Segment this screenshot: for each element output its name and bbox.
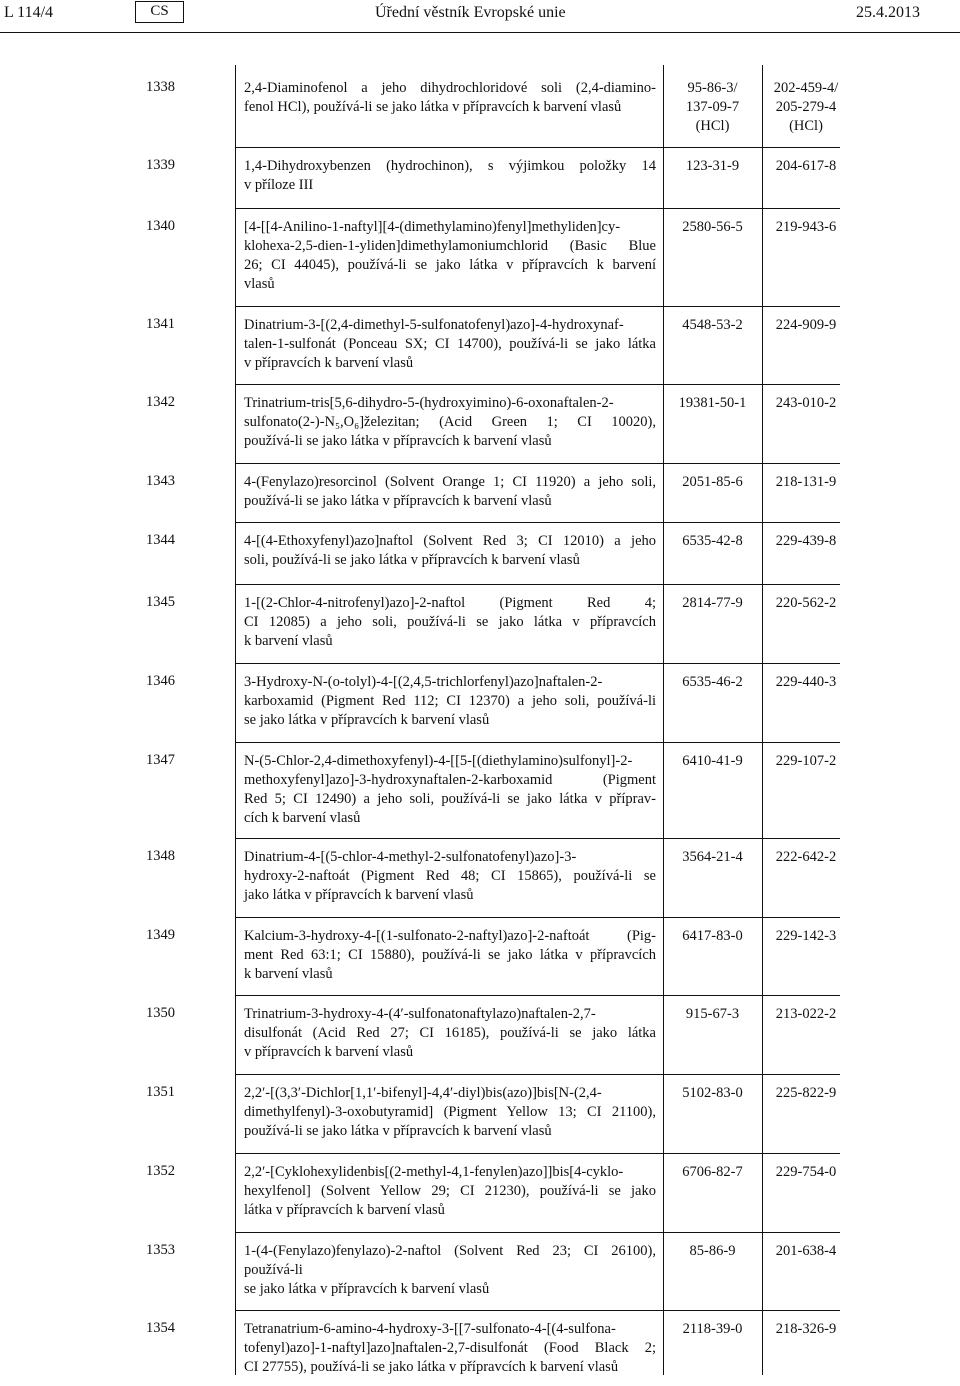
cas-number-line: 85-86-9 bbox=[689, 1243, 736, 1259]
column-divider bbox=[235, 65, 236, 1375]
cas-number-line: 2580-56-5 bbox=[682, 219, 743, 235]
substance-name-line: Dinatrium-4-[(5-chlor-4-methyl-2-sulfonatofenyl)azo]-3- bbox=[244, 849, 577, 865]
row-separator bbox=[235, 147, 840, 148]
language-badge: CS bbox=[135, 1, 184, 23]
ec-number bbox=[762, 218, 850, 237]
cas-number-line: 2051-85-6 bbox=[682, 474, 743, 490]
substance-name bbox=[244, 673, 656, 730]
cas-number bbox=[663, 79, 762, 136]
substance-name-line: používá-li se jako látka v přípravcích k barvení vlasů bbox=[244, 1123, 552, 1139]
substance-name-line: 2,2′-[(3,3′-Dichlor[1,1′-bifenyl]-4,4′-diyl)bis(azo)]bis[N-(2,4- bbox=[244, 1085, 602, 1101]
substance-name-line: v přípravcích k barvení vlasů bbox=[244, 1044, 414, 1060]
substance-name-line: v přípravcích k barvení vlasů bbox=[244, 355, 414, 371]
ec-number bbox=[762, 594, 850, 613]
substance-name-line: Kalcium-3-hydroxy-4-[(1-sulfonato-2-naftyl)azo]-2-naftoát (Pig- bbox=[244, 928, 656, 944]
cas-number-line: 95-86-3/ bbox=[687, 80, 738, 96]
substance-name bbox=[244, 848, 656, 905]
ec-number bbox=[762, 927, 850, 946]
substance-name bbox=[244, 594, 656, 651]
substance-name-line: [4-[[4-Anilino-1-naftyl][4-(dimethylamino)fenyl]methyliden]cy- bbox=[244, 219, 621, 235]
substance-name-line: se jako látka v přípravcích k barvení vlasů bbox=[244, 712, 490, 728]
ec-number bbox=[762, 1005, 850, 1024]
cas-number-line: 19381-50-1 bbox=[678, 395, 747, 411]
substance-name-line: 3-Hydroxy-N-(o-tolyl)-4-[(2,4,5-trichlorfenyl)azo]naftalen-2- bbox=[244, 674, 603, 690]
ec-number-line: 213-022-2 bbox=[775, 1006, 837, 1022]
page-number: L 114/4 bbox=[4, 4, 54, 21]
row-separator bbox=[235, 384, 840, 385]
cas-number bbox=[663, 1242, 762, 1261]
ec-number-line: 229-439-8 bbox=[775, 533, 837, 549]
substance-name-line: talen-1-sulfonát (Ponceau SX; CI 14700), používá-li se jako látka bbox=[244, 336, 656, 352]
cas-number bbox=[663, 1084, 762, 1103]
cas-number bbox=[663, 157, 762, 176]
cas-number bbox=[663, 927, 762, 946]
ec-number-line: (HCl) bbox=[789, 118, 823, 134]
entry-number: 1348 bbox=[146, 848, 175, 864]
cas-number bbox=[663, 473, 762, 492]
row-separator bbox=[235, 1153, 840, 1154]
entry-number: 1344 bbox=[146, 532, 175, 548]
substance-name-line: 1-(4-(Fenylazo)fenylazo)-2-naftol (Solvent Red 23; CI 26100), bbox=[244, 1243, 656, 1259]
row-separator bbox=[235, 742, 840, 743]
substance-name bbox=[244, 473, 656, 511]
row-separator bbox=[235, 1310, 840, 1311]
cas-number bbox=[663, 532, 762, 551]
cas-number bbox=[663, 218, 762, 237]
cas-number bbox=[663, 1320, 762, 1339]
cas-number bbox=[663, 394, 762, 413]
ec-number-line: 205-279-4 bbox=[775, 99, 837, 115]
cas-number-line: 6706-82-7 bbox=[682, 1164, 743, 1180]
substance-name-line: 1-[(2-Chlor-4-nitrofenyl)azo]-2-naftol (Pigment Red 4; bbox=[244, 595, 656, 611]
substance-name-line: hexylfenol] (Solvent Yellow 29; CI 21230), používá-li se jako bbox=[244, 1183, 656, 1199]
cas-number-line: 2118-39-0 bbox=[682, 1321, 743, 1337]
ec-number bbox=[762, 394, 850, 413]
ec-number-line: 202-459-4/ bbox=[773, 80, 839, 96]
cas-number-line: 5102-83-0 bbox=[682, 1085, 743, 1101]
substance-name bbox=[244, 394, 656, 451]
ec-number bbox=[762, 473, 850, 492]
ec-number-line: 218-326-9 bbox=[775, 1321, 837, 1337]
substance-name-line: sulfonato(2-)-N₅,O₆]železitan; (Acid Green 1; CI 10020), bbox=[244, 414, 656, 430]
ec-number-line: 225-822-9 bbox=[775, 1085, 837, 1101]
substance-name-line: disulfonát (Acid Red 27; CI 16185), používá-li se jako látka bbox=[244, 1025, 656, 1041]
row-separator bbox=[235, 584, 840, 585]
ec-number-line: 204-617-8 bbox=[775, 158, 837, 174]
substance-name bbox=[244, 316, 656, 373]
journal-title: Úřední věstník Evropské unie bbox=[375, 4, 566, 21]
cas-number-line: 137-09-7 bbox=[685, 99, 740, 115]
substance-name-line: ment Red 63:1; CI 15880), používá-li se jako látka v přípravcích bbox=[244, 947, 656, 963]
substance-name-line: látka v přípravcích k barvení vlasů bbox=[244, 1202, 445, 1218]
ec-number bbox=[762, 752, 850, 771]
substance-name bbox=[244, 532, 656, 570]
cas-number-line: 6535-42-8 bbox=[682, 533, 743, 549]
substance-name bbox=[244, 1163, 656, 1220]
ec-number-line: 219-943-6 bbox=[775, 219, 837, 235]
ec-number-line: 224-909-9 bbox=[775, 317, 837, 333]
cas-number-line: 6535-46-2 bbox=[682, 674, 743, 690]
substance-name bbox=[244, 1242, 656, 1299]
ec-number-line: 220-562-2 bbox=[775, 595, 837, 611]
ec-number bbox=[762, 848, 850, 867]
ec-number bbox=[762, 316, 850, 335]
substance-name bbox=[244, 1084, 656, 1141]
row-separator bbox=[235, 1232, 840, 1233]
entry-number: 1350 bbox=[146, 1005, 175, 1021]
substance-name bbox=[244, 157, 656, 195]
substance-name-line: dimethylfenyl)-3-oxobutyramid] (Pigment Yellow 13; CI 21100), bbox=[244, 1104, 656, 1120]
cas-number-line: 6417-83-0 bbox=[682, 928, 743, 944]
substance-name-line: CI 27755), používá-li se jako látka v přípravcích k barvení vlasů bbox=[244, 1359, 619, 1375]
ec-number-line: 229-754-0 bbox=[775, 1164, 837, 1180]
substance-name-line: Tetranatrium-6-amino-4-hydroxy-3-[[7-sulfonato-4-[(4-sulfona- bbox=[244, 1321, 616, 1337]
entry-number: 1345 bbox=[146, 594, 175, 610]
cas-number bbox=[663, 752, 762, 771]
ec-number bbox=[762, 1242, 850, 1261]
substance-name bbox=[244, 752, 656, 828]
substance-name-line: karboxamid (Pigment Red 112; CI 12370) a jeho soli, používá-li bbox=[244, 693, 656, 709]
ec-number-line: 229-107-2 bbox=[775, 753, 837, 769]
substance-name-line: k barvení vlasů bbox=[244, 966, 333, 982]
ec-number-line: 201-638-4 bbox=[775, 1243, 837, 1259]
entry-number: 1341 bbox=[146, 316, 175, 332]
substance-name bbox=[244, 79, 656, 117]
substance-name bbox=[244, 1320, 656, 1377]
substance-name-line: 4-[(4-Ethoxyfenyl)azo]naftol (Solvent Red 3; CI 12010) a jeho bbox=[244, 533, 656, 549]
cas-number bbox=[663, 848, 762, 867]
ec-number-line: 243-010-2 bbox=[775, 395, 837, 411]
cas-number bbox=[663, 673, 762, 692]
row-separator bbox=[235, 522, 840, 523]
row-separator bbox=[235, 995, 840, 996]
substance-name-line: Trinatrium-tris[5,6-dihydro-5-(hydroxyimino)-6-oxonaftalen-2- bbox=[244, 395, 614, 411]
cas-number bbox=[663, 594, 762, 613]
entry-number: 1349 bbox=[146, 927, 175, 943]
substance-name-line: 2,4-Diaminofenol a jeho dihydrochloridové soli (2,4-diamino- bbox=[244, 80, 656, 96]
ec-number bbox=[762, 157, 850, 176]
row-separator bbox=[235, 306, 840, 307]
entry-number: 1339 bbox=[146, 157, 175, 173]
substance-name-line: N-(5-Chlor-2,4-dimethoxyfenyl)-4-[[5-[(diethylamino)sulfonyl]-2- bbox=[244, 753, 633, 769]
substance-name-line: Dinatrium-3-[(2,4-dimethyl-5-sulfonatofenyl)azo]-4-hydroxynaf- bbox=[244, 317, 624, 333]
substance-name-line: 1,4-Dihydroxybenzen (hydrochinon), s výjimkou položky 14 bbox=[244, 158, 656, 174]
substance-name-line: v příloze III bbox=[244, 177, 314, 193]
row-separator bbox=[235, 463, 840, 464]
substance-name-line: používá-li bbox=[244, 1262, 303, 1278]
cas-number-line: 123-31-9 bbox=[685, 158, 740, 174]
ec-number bbox=[762, 673, 850, 692]
entry-number: 1340 bbox=[146, 218, 175, 234]
entry-number: 1351 bbox=[146, 1084, 175, 1100]
entry-number: 1343 bbox=[146, 473, 175, 489]
substance-name-line: methoxyfenyl]azo]-3-hydroxynaftalen-2-karboxamid (Pigment bbox=[244, 772, 656, 788]
substance-name-line: vlasů bbox=[244, 276, 275, 292]
ec-number bbox=[762, 1084, 850, 1103]
entry-number: 1346 bbox=[146, 673, 175, 689]
substance-name-line: soli, používá-li se jako látka v přípravcích k barvení vlasů bbox=[244, 552, 580, 568]
substance-name-line: 26; CI 44045), používá-li se jako látka v přípravcích k barvení bbox=[244, 257, 656, 273]
substance-name-line: k barvení vlasů bbox=[244, 633, 333, 649]
substance-name-line: se jako látka v přípravcích k barvení vlasů bbox=[244, 1281, 490, 1297]
ec-number-line: 229-142-3 bbox=[775, 928, 837, 944]
substance-name-line: klohexa-2,5-dien-1-yliden]dimethylamoniumchlorid (Basic Blue bbox=[244, 238, 656, 254]
substance-name-line: fenol HCl), používá-li se jako látka v přípravcích k barvení vlasů bbox=[244, 99, 622, 115]
substance-name-line: 2,2′-[Cyklohexylidenbis[(2-methyl-4,1-fenylen)azo]]bis[4-cyklo- bbox=[244, 1164, 624, 1180]
substance-name-line: Red 5; CI 12490) a jeho soli, používá-li se jako látka v příprav- bbox=[244, 791, 656, 807]
header-rule bbox=[0, 32, 960, 33]
entry-number: 1353 bbox=[146, 1242, 175, 1258]
cas-number bbox=[663, 316, 762, 335]
cas-number-line: 2814-77-9 bbox=[682, 595, 743, 611]
substance-name-line: hydroxy-2-naftoát (Pigment Red 48; CI 15865), používá-li se bbox=[244, 868, 656, 884]
ec-number bbox=[762, 1320, 850, 1339]
substance-name-line: používá-li se jako látka v přípravcích k barvení vlasů bbox=[244, 493, 552, 509]
ec-number-line: 222-642-2 bbox=[775, 849, 837, 865]
row-separator bbox=[235, 917, 840, 918]
row-separator bbox=[235, 1074, 840, 1075]
publication-date: 25.4.2013 bbox=[856, 4, 920, 21]
entry-number: 1354 bbox=[146, 1320, 175, 1336]
cas-number-line: 6410-41-9 bbox=[682, 753, 743, 769]
entry-number: 1352 bbox=[146, 1163, 175, 1179]
cas-number bbox=[663, 1163, 762, 1182]
ec-number-line: 229-440-3 bbox=[775, 674, 837, 690]
cas-number-line: 3564-21-4 bbox=[682, 849, 743, 865]
substance-name bbox=[244, 1005, 656, 1062]
substance-name-line: CI 12085) a jeho soli, používá-li se jako látka v přípravcích bbox=[244, 614, 656, 630]
substance-name-line: 4-(Fenylazo)resorcinol (Solvent Orange 1; CI 11920) a jeho soli, bbox=[244, 474, 656, 490]
entry-number: 1347 bbox=[146, 752, 175, 768]
page-header bbox=[0, 0, 960, 36]
substance-name-line: cích k barvení vlasů bbox=[244, 810, 361, 826]
row-separator bbox=[235, 663, 840, 664]
cas-number-line: 4548-53-2 bbox=[682, 317, 743, 333]
cas-number-line: 915-67-3 bbox=[685, 1006, 740, 1022]
row-separator bbox=[235, 838, 840, 839]
cas-number-line: (HCl) bbox=[695, 118, 730, 134]
ec-number-line: 218-131-9 bbox=[775, 474, 837, 490]
row-separator bbox=[235, 208, 840, 209]
ec-number bbox=[762, 79, 850, 136]
substance-name-line: jako látka v přípravcích k barvení vlasů bbox=[244, 887, 474, 903]
substance-name-line: tofenyl)azo]-1-naftyl]azo]naftalen-2,7-disulfonát (Food Black 2; bbox=[244, 1340, 656, 1356]
ec-number bbox=[762, 1163, 850, 1182]
entry-number: 1342 bbox=[146, 394, 175, 410]
cas-number bbox=[663, 1005, 762, 1024]
substance-name bbox=[244, 927, 656, 984]
substance-name-line: používá-li se jako látka v přípravcích k barvení vlasů bbox=[244, 433, 552, 449]
entry-number: 1338 bbox=[146, 79, 175, 95]
substance-name bbox=[244, 218, 656, 294]
ec-number bbox=[762, 532, 850, 551]
substance-name-line: Trinatrium-3-hydroxy-4-(4′-sulfonatonaftylazo)naftalen-2,7- bbox=[244, 1006, 596, 1022]
